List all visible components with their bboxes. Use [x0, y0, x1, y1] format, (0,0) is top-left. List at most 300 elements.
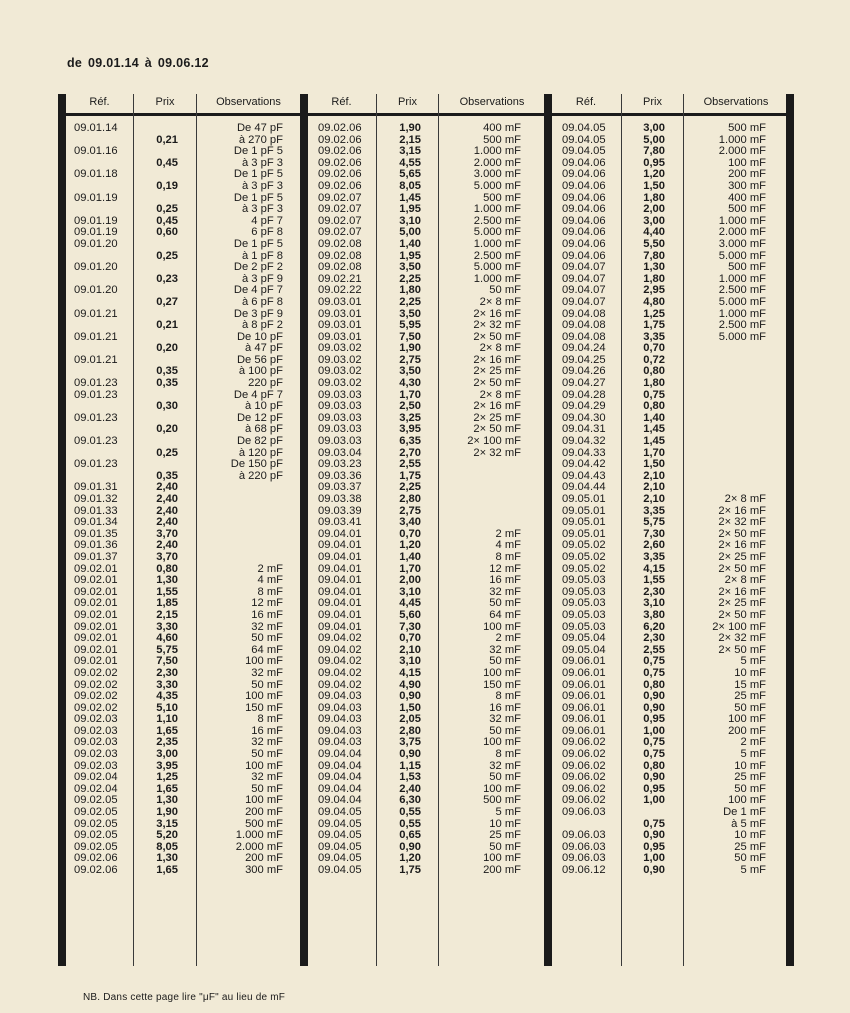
table-cell: 2× 100 mF [712, 621, 766, 633]
table-cell: 2× 100 mF [467, 436, 521, 448]
table-cell: 7,50 [156, 656, 178, 668]
table-cell: 09.04.05 [318, 818, 362, 830]
table-cell: De 12 pF [236, 412, 283, 424]
table-cell: 2.000 mF [718, 227, 766, 239]
table-cell: 1,70 [399, 563, 421, 575]
table-cell: 09.01.32 [74, 494, 118, 505]
table-cell: 0,55 [399, 818, 421, 830]
table-cell: 09.05.04 [562, 633, 606, 645]
table-cell: 09.02.02 [74, 667, 118, 679]
table-cell: 3,50 [399, 308, 421, 320]
table-cell: 09.06.02 [562, 749, 606, 761]
table-cell [438, 459, 521, 471]
table-cell: 32 mF [489, 644, 521, 656]
table-cell: 1.000 mF [473, 204, 521, 216]
table-cell: 09.02.06 [74, 853, 118, 865]
table-cell [438, 482, 521, 494]
col2-obs-column [438, 123, 521, 877]
table-cell: 1,10 [156, 714, 178, 726]
table-cell: 0,45 [156, 157, 178, 169]
table-cell: 3,35 [643, 551, 665, 563]
table-cell: 0,19 [156, 180, 178, 192]
table-cell [438, 471, 521, 483]
table-cell: 50 mF [251, 633, 283, 645]
table-cell [192, 529, 283, 541]
table-cell: 09.05.03 [562, 609, 606, 621]
table-cell [134, 309, 178, 321]
table-cell: 09.04.04 [318, 760, 362, 772]
table-cell: 09.06.01 [562, 702, 606, 714]
table-cell: 1,75 [399, 470, 421, 482]
table-cell: 09.05.03 [562, 586, 606, 598]
table-cell: 09.06.01 [562, 667, 606, 679]
table-cell: 09.01.37 [74, 551, 118, 563]
table-cell: 100 mF [483, 621, 521, 633]
table-cell: 09.04.26 [562, 366, 606, 378]
table-cell: 0,70 [643, 343, 665, 355]
table-cell: 09.02.03 [74, 737, 118, 749]
header-observations-1: Observations [216, 96, 281, 108]
table-cell: 1,95 [399, 204, 421, 216]
table-cell: 09.01.20 [74, 285, 118, 297]
table-cell: 1.000 mF [473, 238, 521, 250]
table-cell: 09.03.01 [318, 296, 362, 308]
table-cell: 3,50 [399, 366, 421, 378]
table-cell: 2× 8 mF [479, 296, 521, 308]
table-cell: 50 mF [734, 853, 766, 865]
table-cell: 2,40 [156, 517, 178, 529]
table-cell [134, 146, 178, 158]
table-cell: 09.01.21 [74, 354, 118, 366]
table-cell: 4 mF [257, 575, 283, 587]
table-cell: 50 mF [251, 783, 283, 795]
table-cell: 09.05.03 [562, 575, 606, 587]
table-cell: 09.04.03 [318, 725, 362, 737]
table-cell: 09.02.03 [74, 749, 118, 761]
table-cell: 300 mF [245, 865, 283, 876]
table-cell: 150 mF [483, 679, 521, 691]
table-cell [74, 471, 134, 483]
table-cell: 1,80 [643, 273, 665, 285]
table-cell: 09.04.01 [318, 540, 362, 552]
table-cell [74, 181, 134, 193]
table-cell: 5,95 [399, 320, 421, 332]
table-cell: 2× 16 mF [473, 308, 521, 320]
table-cell: 2× 32 mF [473, 320, 521, 332]
table-cell: 50 mF [251, 749, 283, 761]
table-cell [74, 424, 134, 436]
table-cell: 16 mF [489, 575, 521, 587]
header-ref-2: Réf. [331, 96, 352, 108]
table-cell: 09.02.05 [74, 841, 118, 853]
table-cell: De 4 pF 7 [233, 389, 283, 401]
table-cell: 100 mF [483, 853, 521, 865]
table-cell: 09.02.01 [74, 563, 118, 575]
table-cell: 100 mF [728, 795, 766, 807]
table-cell: 2,40 [156, 540, 178, 552]
table-cell: 2× 25 mF [473, 412, 521, 424]
table-cell: 220 pF [248, 378, 283, 390]
table-cell: 0,23 [156, 273, 178, 285]
table-cell: 09.02.01 [74, 621, 118, 633]
table-cell: 200 mF [245, 853, 283, 865]
table-cell: 3,95 [156, 760, 178, 772]
table-cell: à 47 pF [245, 343, 283, 355]
table-cell: 10 mF [734, 830, 766, 842]
table-cell: De 47 pF [236, 123, 283, 134]
table-cell: 0,35 [156, 378, 178, 390]
table-cell: 09.03.41 [318, 517, 362, 529]
table-cell: 0,35 [156, 366, 178, 378]
table-cell: 2 mF [740, 737, 766, 749]
right-border [786, 94, 794, 966]
table-cell: 09.04.01 [318, 563, 362, 575]
table-cell: De 1 pF 5 [233, 146, 283, 158]
table-cell: 1,90 [156, 807, 178, 819]
table-cell: 09.04.07 [562, 285, 606, 297]
table-cell: 5,75 [643, 517, 665, 529]
table-cell: 7,30 [399, 621, 421, 633]
table-cell: 09.05.03 [562, 598, 606, 610]
table-cell: 09.06.02 [562, 795, 606, 807]
table-cell: 09.04.01 [318, 575, 362, 587]
table-cell: 09.04.01 [318, 598, 362, 610]
table-cell [684, 459, 766, 471]
table-cell: 3,50 [399, 262, 421, 274]
table-cell: De 150 pF [230, 459, 283, 471]
table-cell: 09.04.03 [318, 691, 362, 703]
table-cell: 0,90 [399, 691, 421, 703]
table-cell: 100 mF [728, 157, 766, 169]
table-cell: 09.01.14 [74, 123, 118, 134]
table-cell: 2.000 mF [235, 841, 283, 853]
table-cell: 2× 16 mF [718, 586, 766, 598]
table-cell [134, 459, 178, 471]
page-header: de 09.01.14 à 09.06.12 [67, 56, 209, 70]
table-cell [684, 436, 766, 448]
table-cell [134, 436, 178, 448]
table-cell: 25 mF [734, 841, 766, 853]
table-cell: 0,95 [643, 841, 665, 853]
table-cell: 09.02.01 [74, 633, 118, 645]
table-cell: 09.03.02 [318, 378, 362, 390]
table-cell: 3,10 [399, 656, 421, 668]
table-cell: 3,75 [399, 737, 421, 749]
table-cell: 09.01.21 [74, 308, 118, 320]
table-cell: De 82 pF [236, 436, 283, 448]
table-cell: 2,30 [156, 667, 178, 679]
table-cell: 09.03.01 [318, 331, 362, 343]
col1-prix-column [134, 123, 178, 877]
table-cell: 09.06.02 [562, 772, 606, 784]
table-cell: 3.000 mF [473, 169, 521, 181]
header-prix-3: Prix [643, 96, 662, 108]
table-cell: 10 mF [734, 760, 766, 772]
table-cell: 100 mF [728, 714, 766, 726]
table-cell: 16 mF [489, 702, 521, 714]
table-cell: 2,15 [156, 609, 178, 621]
table-cell [622, 807, 665, 819]
table-cell [134, 285, 178, 297]
table-cell: 09.01.34 [74, 517, 118, 529]
table-cell: 8 mF [257, 714, 283, 726]
table-cell: 09.03.38 [318, 494, 362, 505]
table-cell: 09.02.21 [318, 273, 362, 285]
table-cell: 0,95 [643, 783, 665, 795]
header-observations-2: Observations [459, 96, 525, 108]
table-cell: 1,70 [643, 447, 665, 459]
table-cell [684, 355, 766, 367]
table-cell: 64 mF [251, 644, 283, 656]
table-cell: 1.000 mF [718, 215, 766, 227]
table-cell: 09.05.01 [562, 528, 606, 540]
table-cell: 09.04.42 [562, 459, 606, 471]
table-cell: 09.04.01 [318, 621, 362, 633]
table-cell: 2,10 [399, 644, 421, 656]
table-cell: 09.04.32 [562, 436, 606, 448]
table-cell: 1,30 [643, 262, 665, 274]
table-cell: 09.02.02 [74, 679, 118, 691]
table-cell: 400 mF [483, 123, 521, 134]
table-cell: 09.02.05 [74, 807, 118, 819]
table-cell: 2.500 mF [718, 320, 766, 332]
table-cell: 1,50 [643, 459, 665, 471]
table-cell: à 6 pF 8 [241, 296, 283, 308]
table-cell: 09.03.02 [318, 354, 362, 366]
table-cell: 5.000 mF [718, 296, 766, 308]
table-cell: 0,90 [643, 691, 665, 703]
table-cell [684, 482, 766, 494]
table-cell: 50 mF [251, 679, 283, 691]
table-cell: 12 mF [489, 563, 521, 575]
table-cell: 0,70 [399, 528, 421, 540]
table-cell: 09.01.23 [74, 389, 118, 401]
table-cell: 2× 8 mF [479, 343, 521, 355]
table-cell: 2× 16 mF [473, 354, 521, 366]
table-cell [74, 135, 134, 147]
table-cell: 09.05.02 [562, 540, 606, 552]
table-cell: 12 mF [251, 598, 283, 610]
table-cell: 2,40 [399, 783, 421, 795]
table-cell: 8 mF [257, 586, 283, 598]
col1-obs-column [192, 123, 283, 877]
table-cell: 09.01.19 [74, 192, 118, 204]
table-cell: 2,75 [399, 505, 421, 517]
table-cell: à 3 pF 3 [241, 204, 283, 216]
table-cell: 200 mF [728, 169, 766, 181]
table-cell: 4 pF 7 [251, 215, 283, 227]
table-cell: 09.02.04 [74, 772, 118, 784]
table-cell: 3,10 [643, 598, 665, 610]
table-cell: 0,65 [399, 830, 421, 842]
table-cell: 09.04.02 [318, 633, 362, 645]
table-cell: 1,40 [399, 238, 421, 250]
table-cell: 1,00 [643, 853, 665, 865]
left-border [58, 94, 66, 966]
table-cell: 09.04.08 [562, 320, 606, 332]
table-cell [438, 506, 521, 518]
col2-prix-column [377, 123, 421, 877]
table-cell: 50 mF [489, 656, 521, 668]
table-cell: 2× 50 mF [473, 331, 521, 343]
table-cell: 0,80 [156, 563, 178, 575]
table-cell: 09.04.06 [562, 204, 606, 216]
table-cell: 6,30 [399, 795, 421, 807]
table-cell: 09.06.03 [562, 830, 606, 842]
table-cell: 2,25 [399, 296, 421, 308]
table-cell: 1,40 [399, 551, 421, 563]
table-cell: 0,72 [643, 354, 665, 366]
table-cell: 1,20 [643, 169, 665, 181]
table-cell: 0,90 [643, 772, 665, 784]
table-cell: 0,80 [643, 401, 665, 413]
table-cell: 2 mF [257, 563, 283, 575]
table-cell: 09.02.08 [318, 238, 362, 250]
table-cell: 09.01.20 [74, 262, 118, 274]
table-cell: 2,40 [156, 505, 178, 517]
table-cell: 3,35 [643, 505, 665, 517]
table-cell: 1.000 mF [718, 273, 766, 285]
table-cell: 09.02.07 [318, 204, 362, 216]
col2-ref-column [318, 123, 378, 877]
table-cell: 09.02.03 [74, 714, 118, 726]
table-cell: 09.02.06 [318, 134, 362, 146]
table-cell: 1,20 [399, 540, 421, 552]
table-cell: 09.04.05 [318, 807, 362, 819]
table-cell: 7,80 [643, 250, 665, 262]
table-cell: 200 mF [245, 807, 283, 819]
table-cell: 3,00 [643, 215, 665, 227]
table-cell: 2,25 [399, 273, 421, 285]
table-cell: 09.01.23 [74, 436, 118, 448]
table-cell: 09.04.08 [562, 331, 606, 343]
header-observations-3: Observations [703, 96, 769, 108]
table-cell: 0,30 [156, 401, 178, 413]
table-cell: 09.03.01 [318, 320, 362, 332]
table-cell: 09.02.07 [318, 192, 362, 204]
table-cell: 2.000 mF [473, 157, 521, 169]
table-cell: 09.06.12 [562, 865, 606, 876]
table-cell [684, 424, 766, 436]
table-cell: 09.04.25 [562, 354, 606, 366]
table-cell [74, 320, 134, 332]
table-cell: 1,80 [643, 192, 665, 204]
table-cell: 09.04.06 [562, 215, 606, 227]
table-cell: 09.06.01 [562, 656, 606, 668]
table-cell: 09.01.23 [74, 412, 118, 424]
table-cell: 2× 25 mF [718, 551, 766, 563]
table-cell: 2,40 [156, 494, 178, 505]
table-cell: 09.04.04 [318, 772, 362, 784]
table-cell: 64 mF [489, 609, 521, 621]
table-cell: 500 mF [728, 123, 766, 134]
table-cell: 09.02.08 [318, 250, 362, 262]
table-cell: 3,70 [156, 551, 178, 563]
table-cell: 0,60 [156, 227, 178, 239]
table-cell: 6,35 [399, 436, 421, 448]
table-cell: 0,70 [399, 633, 421, 645]
table-cell: 0,75 [643, 818, 665, 830]
table-cell: 500 mF [728, 262, 766, 274]
table-cell: 2 mF [495, 528, 521, 540]
table-cell [134, 413, 178, 425]
table-cell: 16 mF [251, 725, 283, 737]
table-cell: 100 mF [245, 656, 283, 668]
table-cell: 5,10 [156, 702, 178, 714]
table-cell: De 3 pF 9 [233, 308, 283, 320]
table-cell: 09.03.23 [318, 459, 362, 471]
table-cell: 2× 32 mF [473, 447, 521, 459]
table-cell: 1,25 [156, 772, 178, 784]
table-cell: 1,65 [156, 865, 178, 876]
table-cell: 0,80 [643, 366, 665, 378]
table-cell: 15 mF [734, 679, 766, 691]
table-cell: 1,80 [399, 285, 421, 297]
table-cell: 09.02.02 [74, 702, 118, 714]
table-cell: 09.03.03 [318, 401, 362, 413]
table-cell: 2.500 mF [473, 215, 521, 227]
table-cell [438, 494, 521, 506]
table-cell: 0,21 [156, 134, 178, 146]
table-cell [74, 251, 134, 263]
table-cell: 3,95 [399, 424, 421, 436]
table-cell: 500 mF [483, 134, 521, 146]
table-cell: 1,80 [643, 378, 665, 390]
table-cell: à 8 pF 2 [241, 320, 283, 332]
col3-obs-column [684, 123, 766, 877]
table-cell: 0,95 [643, 714, 665, 726]
table-cell: 09.02.07 [318, 215, 362, 227]
table-cell: 4,80 [643, 296, 665, 308]
column-separator-1 [300, 94, 308, 966]
table-cell: à 3 pF 3 [241, 157, 283, 169]
table-cell: 09.06.01 [562, 679, 606, 691]
table-cell [192, 552, 283, 564]
table-cell: 2,95 [643, 285, 665, 297]
table-cell: 09.03.03 [318, 412, 362, 424]
table-cell: 09.05.01 [562, 517, 606, 529]
table-cell: 2,10 [643, 494, 665, 505]
table-cell: 300 mF [728, 180, 766, 192]
table-cell: 09.02.01 [74, 609, 118, 621]
table-cell: 32 mF [251, 772, 283, 784]
table-cell: 100 mF [245, 691, 283, 703]
table-cell: 50 mF [489, 772, 521, 784]
table-cell: De 1 pF 5 [233, 169, 283, 181]
table-cell: 2× 16 mF [718, 540, 766, 552]
table-cell: 09.04.05 [562, 134, 606, 146]
table-cell: 0,95 [643, 157, 665, 169]
table-cell: 500 mF [483, 795, 521, 807]
table-cell: 32 mF [251, 737, 283, 749]
table-cell: 09.01.31 [74, 482, 118, 494]
table-cell: 09.02.02 [74, 691, 118, 703]
table-cell: De 1 pF 5 [233, 192, 283, 204]
table-cell: 09.02.06 [318, 157, 362, 169]
table-cell [74, 448, 134, 460]
table-cell [134, 332, 178, 344]
table-cell: 09.04.06 [562, 250, 606, 262]
table-cell: 8 mF [495, 691, 521, 703]
table-cell: 09.04.44 [562, 482, 606, 494]
table-cell: 09.01.35 [74, 528, 118, 540]
table-cell: De 1 mF [723, 807, 766, 819]
table-cell: à 120 pF [238, 447, 283, 459]
table-cell: 0,75 [643, 656, 665, 668]
table-cell: à 3 pF 3 [241, 180, 283, 192]
table-cell [74, 297, 134, 309]
table-cell: 3,10 [399, 586, 421, 598]
